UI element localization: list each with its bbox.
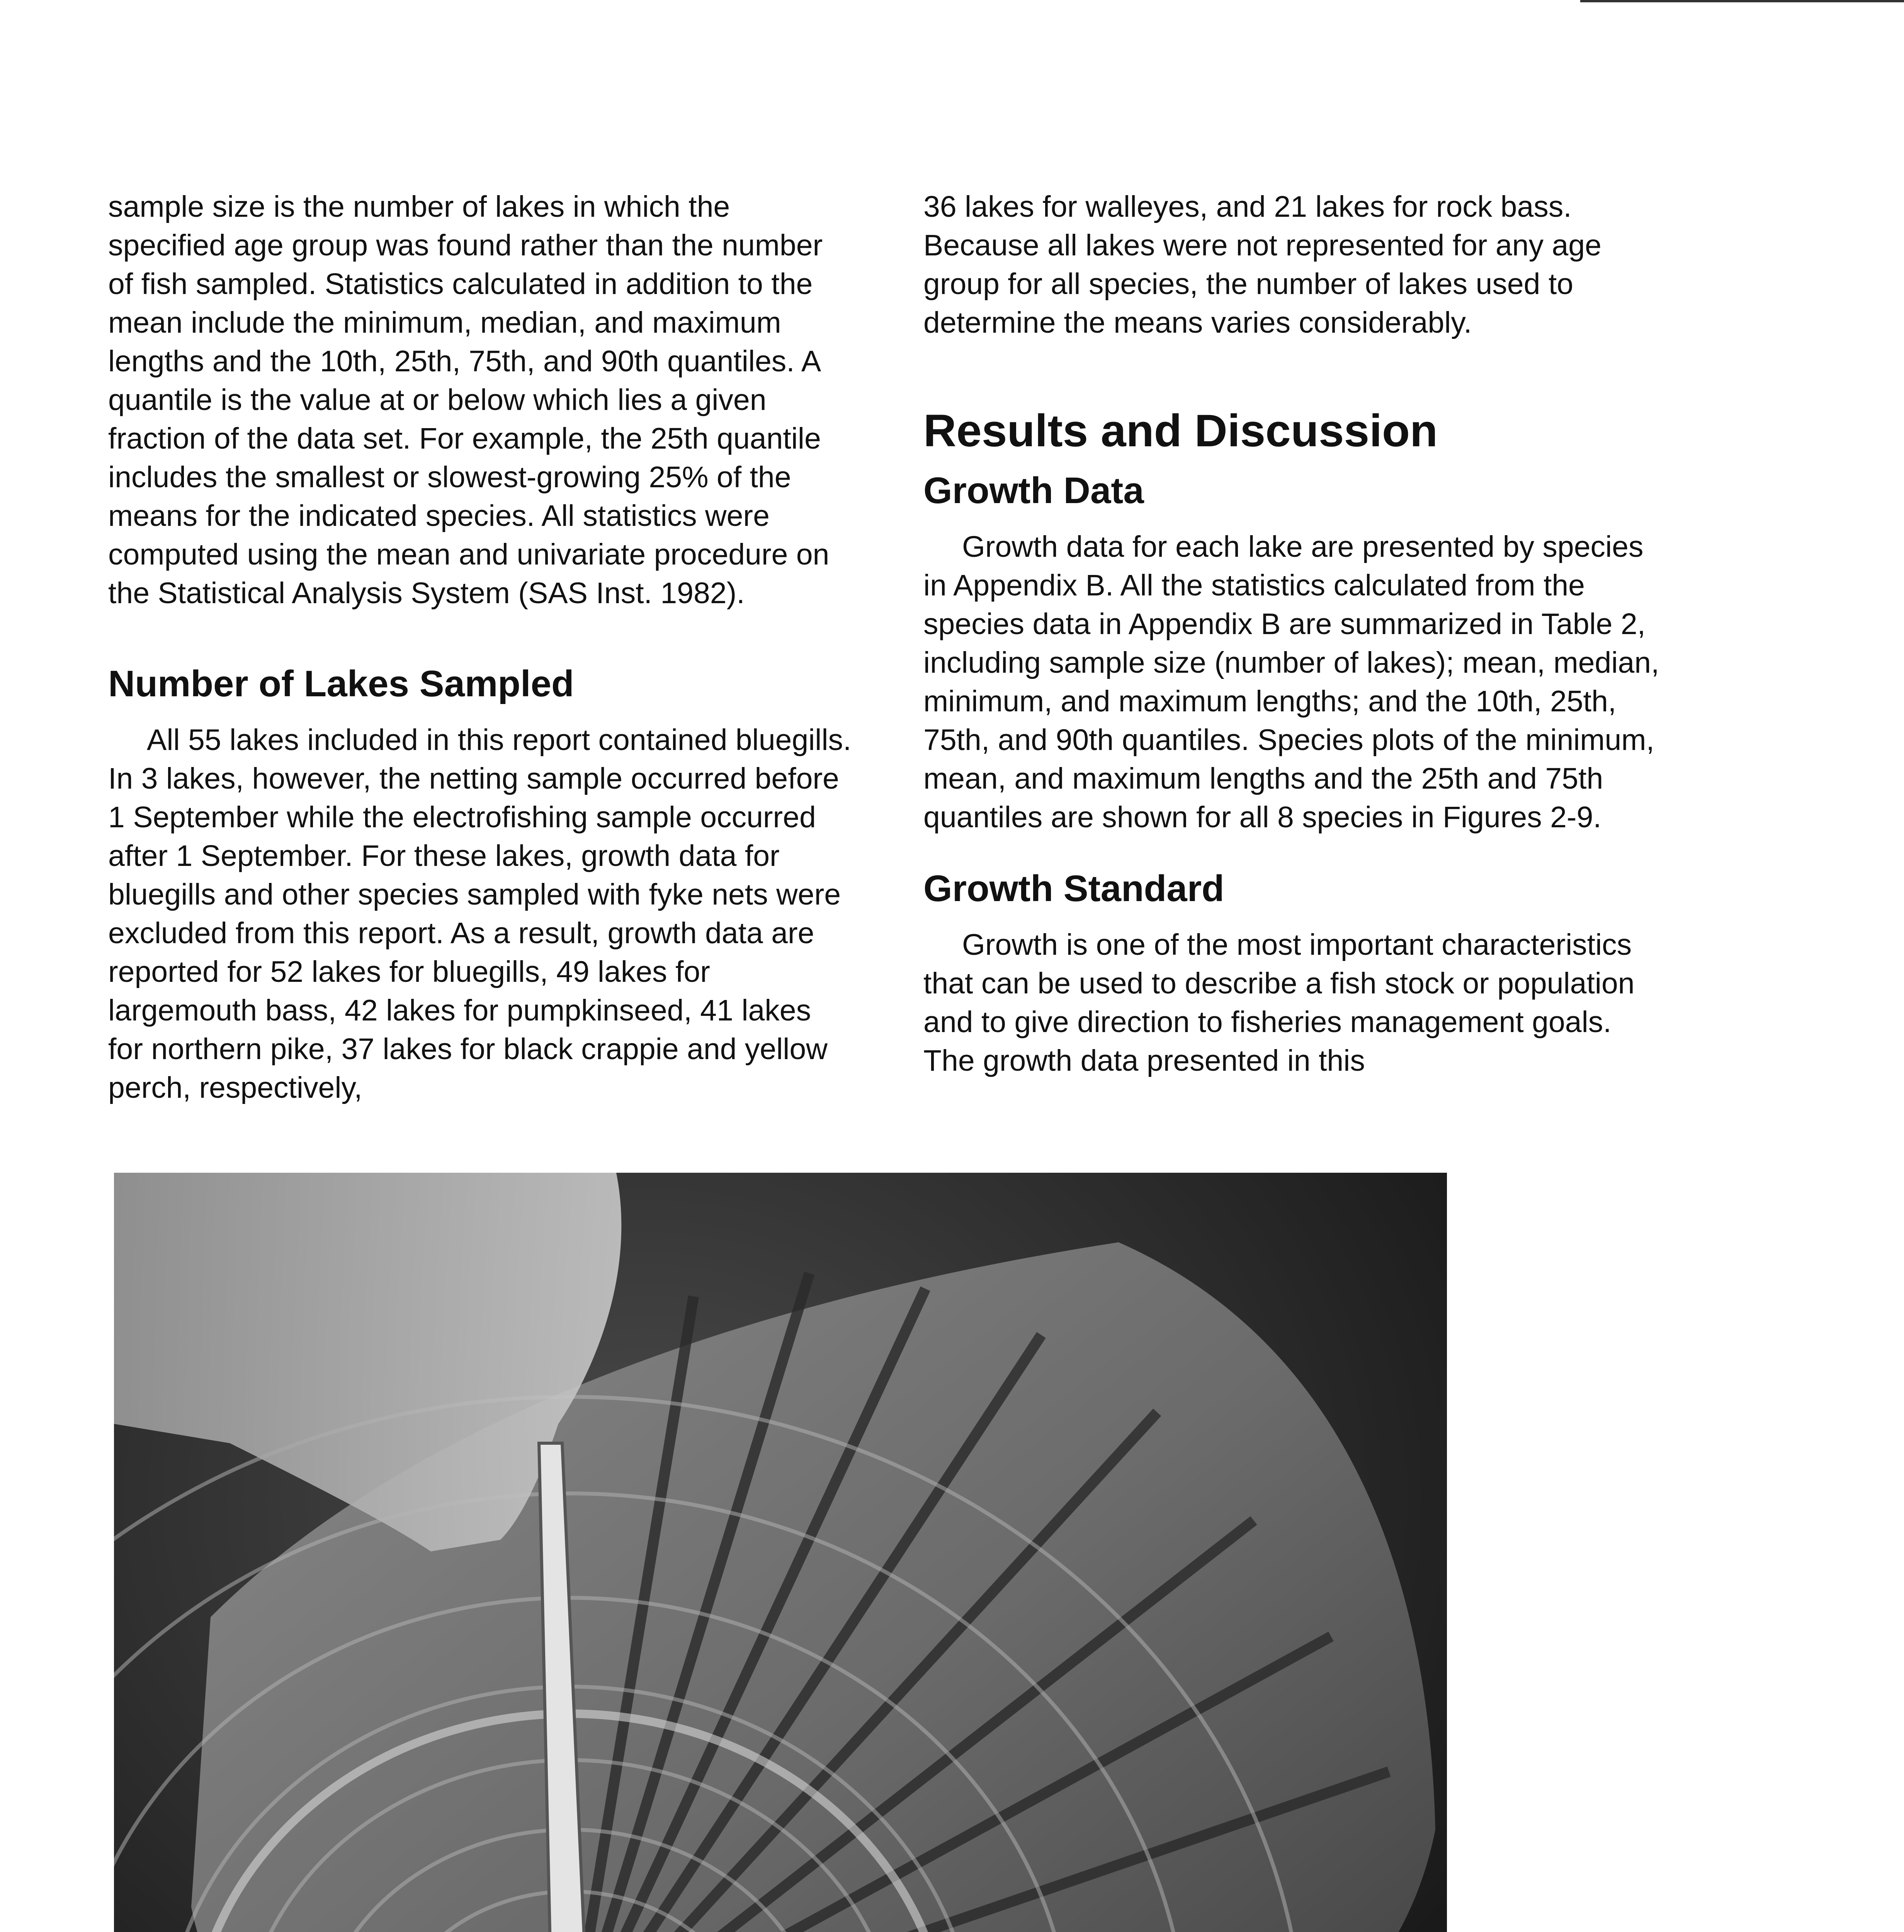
right-paragraph-1: 36 lakes for walleyes, and 21 lakes for rock bass. Because all lakes were not represented for any age group for all species, the number of lakes used to determine the means varies considerably. xyxy=(923,190,1601,339)
right-paragraph-2: Growth data for each lake are presented by species in Appendix B. All the statistics calculated from the species data in Appendix B are summarized in Table 2, including sample size (number of lakes); mean, median, minimum, and maximum lengths; and the 10th, 25th, 75th, and 90th quantiles. Species plots of the minimum, mean, and maximum lengths and the 25th and 75th quantiles are shown for all 8 species in Figures 2-9. xyxy=(923,530,1659,834)
right-paragraph-3: Growth is one of the most important characteristics that can be used to describe a fish stock or population and to give direction to fisheries management goals. The growth data presented in this xyxy=(923,928,1635,1077)
heading-growth-data: Growth Data xyxy=(923,470,1144,511)
heading-growth-standard: Growth Standard xyxy=(923,868,1224,909)
left-paragraph-2: All 55 lakes included in this report contained bluegills. In 3 lakes, however, the netting sample occurred before 1 September while the electrofishing sample occurred after 1 September. For these lakes, growth data for bluegills and other species sampled with fyke nets were excluded from this report. As a result, growth data are reported for 52 lakes for bluegills, 49 lakes for largemouth bass, 42 lakes for pumpkinseed, 41 lakes for northern pike, 37 lakes for black crappie and yellow perch, respectively, xyxy=(108,723,852,1104)
heading-results-and-discussion: Results and Discussion xyxy=(923,405,1438,456)
heading-number-of-lakes: Number of Lakes Sampled xyxy=(108,663,574,704)
scale-photo-illustration xyxy=(114,1173,1447,1932)
left-column xyxy=(108,187,854,1107)
left-paragraph-1: sample size is the number of lakes in which the specified age group was found rather than the number of fish sampled. Statistics calculated in addition to the mean include the minimum, median, and maximum lengths and the 10th, 25th, 75th, and 90th quantiles. A quantile is the value at or below which lies a given fraction of the data set. For example, the 25th quantile includes the smallest or slowest-growing 25% of the means for the indicated species. All statistics were computed using the mean and univariate procedure on the Statistical Analysis System (SAS Inst. 1982). xyxy=(108,190,830,610)
right-column xyxy=(923,187,1669,1080)
top-rule xyxy=(1580,0,1904,2)
scale-photo xyxy=(114,1173,1447,1932)
